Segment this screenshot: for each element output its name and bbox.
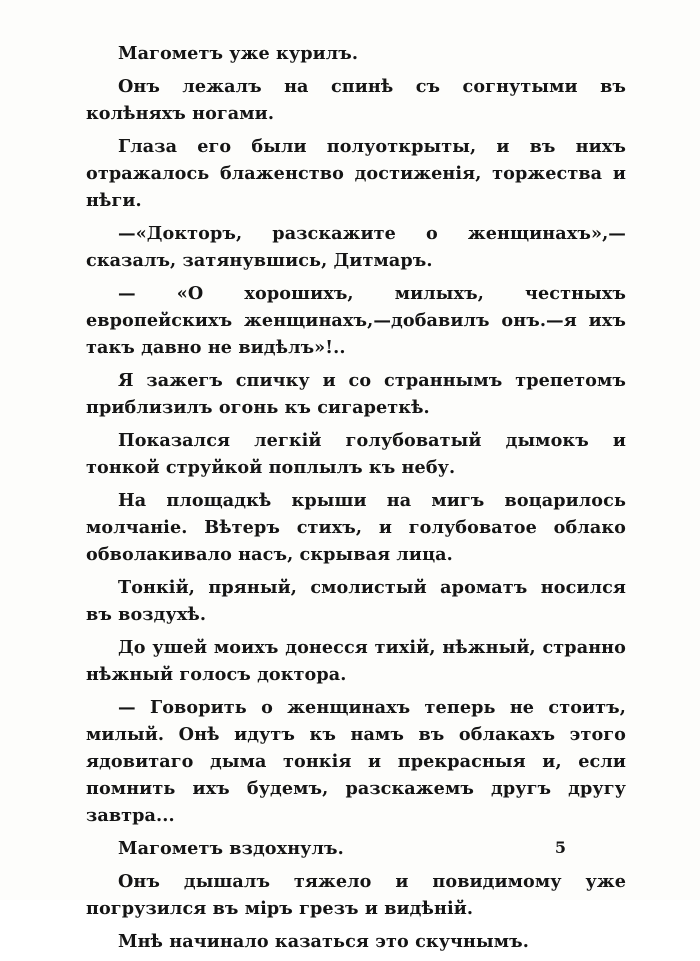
paragraph: Глаза его были полуоткрыты, и въ нихъ отражалось блаженство достиженія, торжества и нѣги. xyxy=(86,136,626,211)
paragraph: — Говорить о женщинахъ теперь не стоитъ, милый. Онѣ идутъ къ намъ въ облакахъ этого ядовитаго дыма тонкія и прекрасныя и, если помнить ихъ будемъ, разскажемъ другъ другу завтра... xyxy=(86,697,626,826)
paragraph: Онъ лежалъ на спинѣ съ согнутыми въ колѣняхъ ногами. xyxy=(86,76,626,124)
page-text xyxy=(86,40,626,961)
paragraph: Магометъ уже курилъ. xyxy=(118,43,359,64)
paragraph: Показался легкій голубоватый дымокъ и тонкой струйкой поплылъ къ небу. xyxy=(86,430,626,478)
paragraph: Тонкій, пряный, смолистый ароматъ носился въ воздухѣ. xyxy=(86,577,626,625)
paragraph: До ушей моихъ донесся тихій, нѣжный, странно нѣжный голосъ доктора. xyxy=(86,637,626,685)
paragraph: Магометъ вздохнулъ. xyxy=(118,838,344,859)
paragraph: —«Докторъ, разскажите о женщинахъ»,—сказалъ, затянувшись, Дитмаръ. xyxy=(86,223,626,271)
paragraph: На площадкѣ крыши на мигъ воцарилось молчаніе. Вѣтеръ стихъ, и голубоватое облако обволакивало насъ, скрывая лица. xyxy=(86,490,626,565)
paragraph: Я зажегъ спичку и со страннымъ трепетомъ приблизилъ огонь къ сигареткѣ. xyxy=(86,370,626,418)
page-number: 5 xyxy=(554,838,566,857)
paragraph: Онъ дышалъ тяжело и повидимому уже погрузился въ міръ грезъ и видѣній. xyxy=(86,871,626,919)
paragraph: Мнѣ начинало казаться это скучнымъ. xyxy=(118,931,529,952)
paragraph: — «О хорошихъ, милыхъ, честныхъ европейскихъ женщинахъ,—добавилъ онъ.—я ихъ такъ давно не видѣлъ»!.. xyxy=(86,283,626,358)
